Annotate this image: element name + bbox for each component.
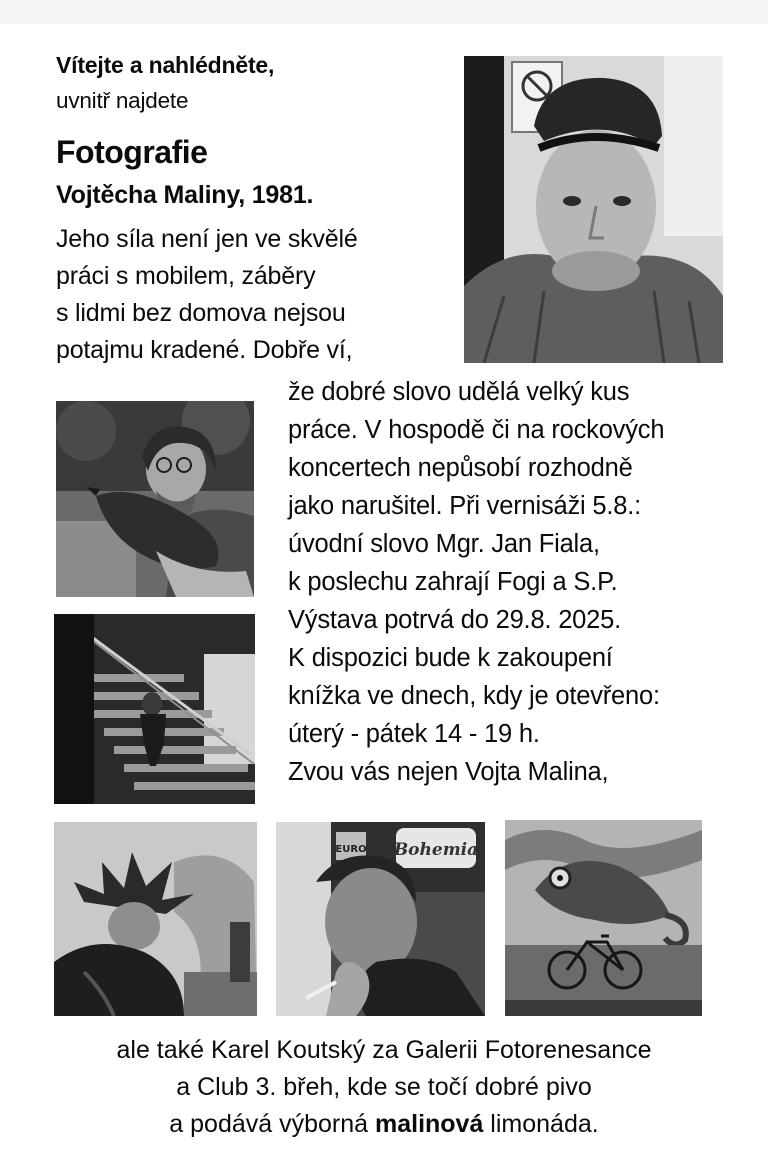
author-line: Vojtěcha Maliny, 1981. <box>56 181 314 209</box>
punk-mohawk-photo <box>54 822 257 1016</box>
poster-title: Fotografie <box>56 134 208 170</box>
graffiti-bicycle-photo <box>505 820 702 1016</box>
smoking-man-photo <box>276 822 485 1016</box>
body-line-6: práce. V hospodě či na rockových <box>288 416 665 444</box>
inside-line: uvnitř najdete <box>56 88 189 113</box>
man-with-chicken-photo <box>56 401 254 597</box>
body-line-7: koncertech nepůsobí rozhodně <box>288 454 633 482</box>
body-line-11: Výstava potrvá do 29.8. 2025. <box>288 606 622 634</box>
stairway-figure-photo <box>54 614 255 804</box>
closing-line-3 <box>0 1110 768 1139</box>
euro-sign-text: EURO <box>335 844 367 855</box>
bohemia-sign-text: Bohemia <box>393 840 479 860</box>
body-line-3: s lidmi bez domova nejsou <box>56 299 346 327</box>
welcome-line: Vítejte a nahlédněte, <box>56 52 275 78</box>
photographer-portrait-photo <box>464 56 723 363</box>
body-line-2: práci s mobilem, záběry <box>56 262 316 290</box>
closing-highlight-word: malinová <box>374 1110 484 1138</box>
body-line-15: Zvou vás nejen Vojta Malina, <box>288 758 609 786</box>
closing-line-3-end: limonáda. <box>483 1110 599 1138</box>
body-line-9: úvodní slovo Mgr. Jan Fiala, <box>288 530 600 558</box>
body-line-13: knížka ve dnech, kdy je otevřeno: <box>288 682 660 710</box>
body-line-8: jako narušitel. Při vernisáži 5.8.: <box>288 492 641 520</box>
body-line-12: K dispozici bude k zakoupení <box>288 644 613 672</box>
body-line-1: Jeho síla není jen ve skvělé <box>56 225 358 253</box>
closing-line-3-start: a podává výborná <box>169 1110 375 1138</box>
closing-line-1: ale také Karel Koutský za Galerii Fotorenesance <box>116 1036 652 1064</box>
body-line-5: že dobré slovo udělá velký kus <box>288 378 630 406</box>
closing-line-2: a Club 3. břeh, kde se točí dobré pivo <box>176 1073 592 1101</box>
body-line-14: úterý - pátek 14 - 19 h. <box>288 720 540 748</box>
body-line-10: k poslechu zahrají Fogi a S.P. <box>288 568 618 596</box>
top-margin-strip <box>0 0 768 24</box>
body-line-4: potajmu kradené. Dobře ví, <box>56 336 353 364</box>
